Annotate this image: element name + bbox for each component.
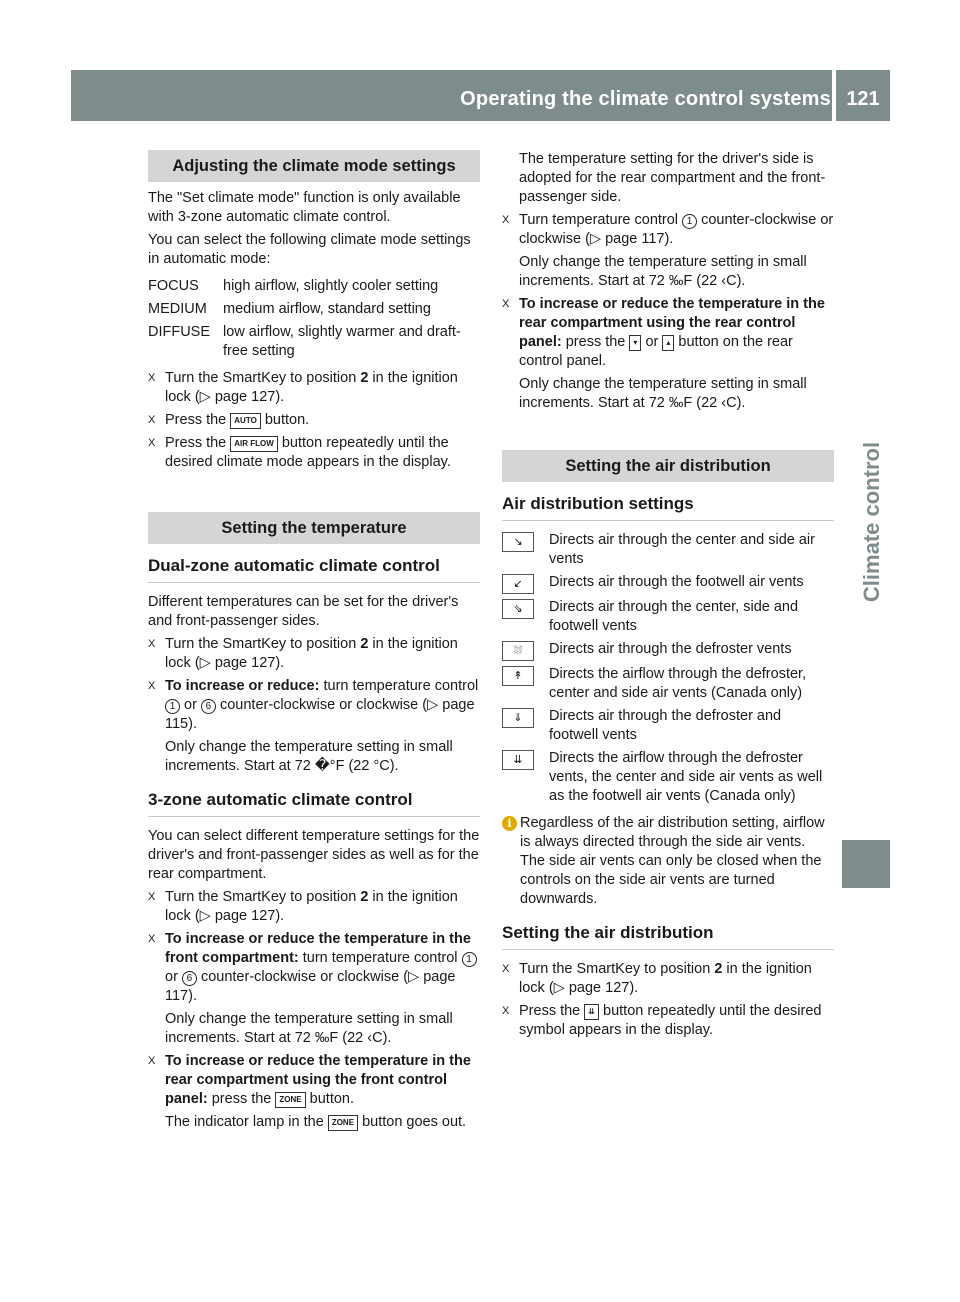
text: in the ignition lock ( <box>519 961 812 996</box>
text: 2 <box>714 961 723 977</box>
text: Turn temperature control <box>519 212 683 228</box>
subheading-air-distribution-settings: Air distribution settings <box>502 494 834 521</box>
control-6-icon: 6 <box>182 971 197 986</box>
step <box>148 635 480 673</box>
text: button. <box>305 1091 355 1107</box>
step <box>148 369 480 407</box>
text: counter-clockwise or clockwise ( <box>519 212 834 247</box>
text: ). <box>664 231 674 247</box>
text: 2 <box>360 370 369 386</box>
paragraph: You can select the following climate mode settings in automatic mode: <box>148 232 471 267</box>
text: 2 <box>360 636 369 652</box>
step-text <box>165 434 480 472</box>
page-ref-icon: ▷ <box>199 389 211 405</box>
spacer <box>502 417 834 450</box>
section-heading-temperature: Setting the temperature <box>148 512 480 544</box>
mode-item <box>148 277 480 296</box>
chapter-tab-label-wrap <box>848 402 896 642</box>
text: in the ignition lock ( <box>165 636 458 671</box>
chapter-tab-marker <box>842 840 890 888</box>
air-center-side-icon: ↘ <box>502 532 534 552</box>
note: Only change the temperature setting in small increments. Start at 72 �°F (22 °C). <box>165 739 453 774</box>
air-desc: Directs air through the center and side air vents <box>549 532 815 567</box>
step-arrow-icon: X <box>148 638 156 650</box>
text: To increase or reduce the temperature in the rear compartment using the rear control panel: <box>519 296 825 350</box>
page-ref-icon: ▷ <box>199 655 211 671</box>
section-heading-air-distribution: Setting the air distribution <box>502 450 834 482</box>
airflow-button-icon: AIR FLOW <box>230 436 278 452</box>
subheading-setting-air-distribution: Setting the air distribution <box>502 923 834 950</box>
text: press the <box>207 1091 276 1107</box>
mode-desc: medium airflow, standard setting <box>223 301 431 317</box>
down-button-icon: ▾ <box>629 335 641 351</box>
control-1-icon: 1 <box>682 214 697 229</box>
step-text <box>519 960 834 998</box>
chapter-tab-label: Climate control <box>859 441 884 603</box>
page-link[interactable]: page 127 <box>568 980 630 996</box>
text: in the ignition lock ( <box>165 889 458 924</box>
air-desc: Directs air through the defroster vents <box>549 641 792 657</box>
text: Turn the SmartKey to position <box>165 370 361 386</box>
page-number: 121 <box>846 88 880 110</box>
step-text <box>165 888 480 926</box>
control-6-icon: 6 <box>201 699 216 714</box>
air-defroster-footwell-icon: ⇓ <box>502 708 534 728</box>
note: The temperature setting for the driver's side is adopted for the rear compartment and the front-passenger side. <box>519 151 826 205</box>
subheading-dual-zone: Dual-zone automatic climate control <box>148 556 480 583</box>
paragraph: Different temperatures can be set for the driver's and front-passenger sides. <box>148 594 459 629</box>
text: ). <box>275 389 285 405</box>
paragraph: You can select different temperature settings for the driver's and front-passenger sides as well as for the rear compartment. <box>148 828 480 882</box>
step-text <box>165 635 480 673</box>
step-text <box>519 211 834 249</box>
text: press the <box>561 334 630 350</box>
mode-item <box>148 323 480 361</box>
zone-button-icon: ZONE <box>275 1092 305 1108</box>
info-text: Regardless of the air distribution setting, airflow is always directed through the side air vents. The side air vents can only be closed when the controls on the side air vents are turned downwards. <box>520 815 825 907</box>
text: button. <box>260 412 310 428</box>
text: turn temperature control <box>319 678 479 694</box>
step <box>148 930 480 1006</box>
air-desc: Directs air through the center, side and footwell vents <box>549 599 799 634</box>
section-heading-climate-mode: Adjusting the climate mode settings <box>148 150 480 182</box>
text: 2 <box>360 889 369 905</box>
text: or <box>180 697 201 713</box>
page-link[interactable]: page 127 <box>214 655 276 671</box>
air-center-side-footwell-icon: ⇘ <box>502 599 534 619</box>
info-note <box>502 814 834 909</box>
paragraph: The "Set climate mode" function is only available with 3-zone automatic climate control. <box>148 190 461 225</box>
chapter-tab <box>842 122 890 1302</box>
text: Press the <box>165 412 231 428</box>
text: To increase or reduce: <box>165 678 320 694</box>
text: Turn the SmartKey to position <box>519 961 715 977</box>
note <box>148 1113 480 1132</box>
air-defroster-icon: ⛆ <box>502 641 534 661</box>
air-setting <box>502 640 834 661</box>
air-defroster-center-side-icon: ↟ <box>502 666 534 686</box>
page-link[interactable]: page 127 <box>214 908 276 924</box>
step-text <box>519 1002 834 1040</box>
text: To increase or reduce the temperature in the rear compartment using the front control panel: <box>165 1053 471 1107</box>
step <box>502 295 834 371</box>
step-arrow-icon: X <box>148 1055 156 1067</box>
text: ). <box>275 908 285 924</box>
step-text <box>519 295 834 371</box>
step-arrow-icon: X <box>148 933 156 945</box>
step-text <box>165 411 480 430</box>
step <box>148 434 480 472</box>
step-arrow-icon: X <box>502 963 510 975</box>
step-arrow-icon: X <box>502 214 510 226</box>
subheading-3-zone: 3-zone automatic climate control <box>148 790 480 817</box>
header-title: Operating the climate control systems <box>460 88 831 110</box>
control-1-icon: 1 <box>462 952 477 967</box>
text: ). <box>629 980 639 996</box>
step-text <box>165 677 480 734</box>
air-distribution-button-icon: ⇊ <box>584 1004 599 1020</box>
page-ref-icon: ▷ <box>553 980 565 996</box>
text: counter-clockwise or clockwise ( <box>196 969 409 985</box>
air-setting <box>502 531 834 569</box>
note: Only change the temperature setting in small increments. Start at 72 ‰F (22 ‹C). <box>165 1011 453 1046</box>
spacer <box>148 476 480 512</box>
text: ). <box>188 716 197 732</box>
step <box>502 1002 834 1040</box>
page-header <box>71 70 890 121</box>
text: The indicator lamp in the <box>165 1114 328 1130</box>
air-setting <box>502 573 834 594</box>
page-ref-icon: ▷ <box>589 231 602 247</box>
text: To increase or reduce the temperature in the front compartment: <box>165 931 471 966</box>
page-link[interactable]: page 117 <box>605 231 665 247</box>
step <box>148 1052 480 1109</box>
step-arrow-icon: X <box>148 891 156 903</box>
mode-list <box>148 277 480 361</box>
air-desc: Directs the airflow through the defroster vents, the center and side air vents as well as the footwell air vents (Canada only) <box>549 750 823 804</box>
air-desc: Directs air through the footwell air vents <box>549 574 804 590</box>
page-link[interactable]: page 127 <box>214 389 276 405</box>
step <box>502 960 834 998</box>
step-arrow-icon: X <box>148 372 156 384</box>
mode-term: DIFFUSE <box>148 324 211 340</box>
step-arrow-icon: X <box>148 437 156 449</box>
step-arrow-icon: X <box>148 680 156 692</box>
text: counter-clockwise or clockwise ( <box>215 697 428 713</box>
air-desc: Directs the airflow through the defroster, center and side air vents (Canada only) <box>549 666 807 701</box>
air-desc: Directs air through the defroster and footwell vents <box>549 708 782 743</box>
text: ). <box>275 655 285 671</box>
page-link[interactable]: page 117 <box>165 969 456 1004</box>
text: ). <box>188 988 197 1004</box>
step-arrow-icon: X <box>148 414 156 426</box>
left-column <box>148 150 480 1136</box>
note: Only change the temperature setting in small increments. Start at 72 ‰F (22 ‹C). <box>519 254 807 289</box>
text: in the ignition lock ( <box>165 370 458 405</box>
step-arrow-icon: X <box>502 298 510 310</box>
mode-term: MEDIUM <box>148 301 207 317</box>
air-footwell-icon: ↙ <box>502 574 534 594</box>
step-text <box>165 369 480 407</box>
step <box>148 411 480 430</box>
text: button on the rear control panel. <box>519 334 793 369</box>
text: button goes out. <box>358 1114 467 1130</box>
mode-term: FOCUS <box>148 278 199 294</box>
auto-button-icon: AUTO <box>230 413 261 429</box>
mode-desc: high airflow, slightly cooler setting <box>223 278 439 294</box>
zone-button-icon: ZONE <box>328 1115 358 1131</box>
step-text <box>165 1052 480 1109</box>
text: turn temperature control <box>298 950 462 966</box>
step-arrow-icon: X <box>502 1005 510 1017</box>
up-button-icon: ▴ <box>662 335 674 351</box>
text: or <box>165 969 182 985</box>
page-ref-icon: ▷ <box>408 969 420 985</box>
text: button repeatedly until the desired climate mode appears in the display. <box>165 435 451 470</box>
step-text <box>165 930 480 1006</box>
air-setting <box>502 598 834 636</box>
air-setting <box>502 749 834 806</box>
air-all-vents-icon: ⇊ <box>502 750 534 770</box>
text: Turn the SmartKey to position <box>165 889 361 905</box>
step <box>148 888 480 926</box>
step <box>502 211 834 249</box>
mode-desc: low airflow, slightly warmer and draft-free setting <box>223 324 461 359</box>
text: Turn the SmartKey to position <box>165 636 361 652</box>
text: Press the <box>165 435 231 451</box>
page-link[interactable]: page 115 <box>165 697 475 732</box>
step <box>148 677 480 734</box>
info-icon: i <box>502 816 517 831</box>
text: button repeatedly until the desired symbol appears in the display. <box>519 1003 822 1038</box>
right-column <box>502 150 834 1044</box>
page-ref-icon: ▷ <box>427 697 439 713</box>
text: Press the <box>519 1003 585 1019</box>
mode-item <box>148 300 480 319</box>
note: Only change the temperature setting in small increments. Start at 72 ‰F (22 ‹C). <box>519 376 807 411</box>
text: or <box>641 334 663 350</box>
control-1-icon: 1 <box>165 699 180 714</box>
air-setting <box>502 707 834 745</box>
page-ref-icon: ▷ <box>199 908 211 924</box>
air-setting <box>502 665 834 703</box>
